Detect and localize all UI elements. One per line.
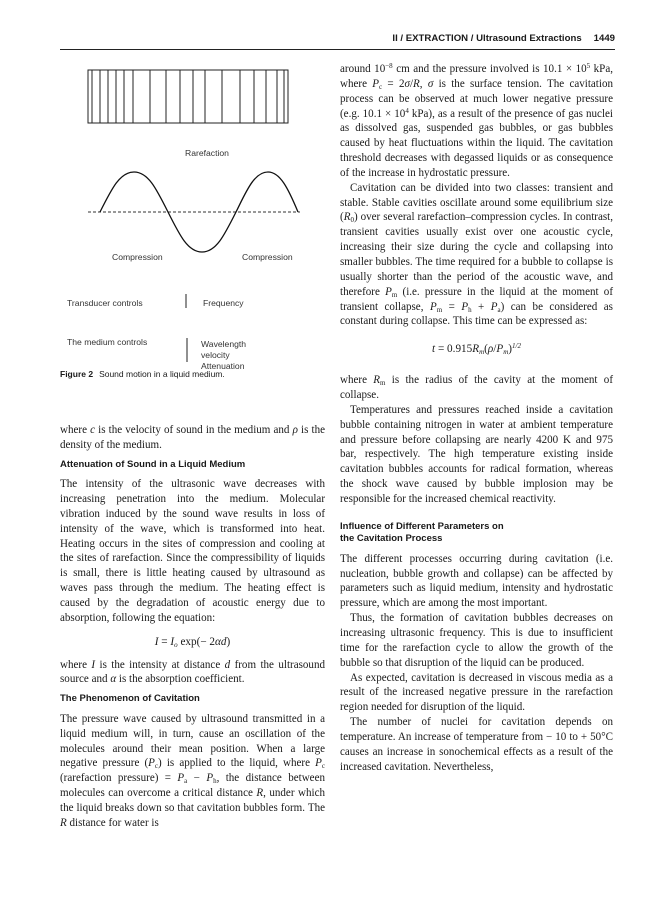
equation-collapse-time: $t = 0.915R_m(\rho/P_m)^{1/2}$ [432,342,521,357]
figure-caption [60,369,225,379]
paragraph-viscosity: As expected, cavitation is decreased in viscous media as a result of the increased negative pressure in the rarefaction region needed for disruption of the liquid. [340,671,613,714]
velocity-label: velocity [201,350,230,360]
paragraph-cavitation-classes: Cavitation can be divided into two classes: transient and stable. Stable cavities oscillate around some equilibrium size $(R_0)$ over several rarefaction–compression cycles. In contrast, transient cavities usually exist over one acoustic cycle, increasing their size during the cycle and collapsing into smaller bubbles. The time required for a bubble to collapse is usually shorter than the period of the acoustic wave, and therefore $P_m$ (i.e. pressure in the liquid at the moment of transient collapse, $P_m = P_h + P_a$) can be considered as constant during collapse. This time can be expressed as: [340,181,613,328]
paragraph-radius-def: where $R_m$ is the radius of the cavity at the moment of collapse. [340,374,613,402]
wavelength-label: Wavelength [201,339,247,349]
paragraph-velocity: where c is the velocity of sound in the medium and ρ is the density of the medium. [60,424,326,451]
paragraph-attenuation: The intensity of the ultrasonic wave decreases with increasing penetration into the medium. Molecular vibration induced by the sound wave results in loss of intensity of the wave, which is transformed into heat. Heating occurs in the sites of compression and cooling at the sites of rarefaction. Since the compressibility of liquids is small, there is little heating caused by ultrasound as waves pass through the medium. The heating effect is caused by the degradation of acoustic energy due to absorption, following the equation: [60,478,325,624]
heading-cavitation: The Phenomenon of Cavitation [60,693,200,705]
rarefaction-label: Rarefaction [185,148,229,158]
compression-right-label: Compression [242,252,293,262]
paragraph-processes: The different processes occurring during cavitation (i.e. nucleation, bubble growth and collapse) can be affected by parameters such as liquid medium, intensity and hydrostatic pressure, which are among the most important. [340,552,613,610]
paragraph-cavitation: The pressure wave caused by ultrasound transmitted in a liquid medium will, in turn, cause an oscillation of the molecules around their mean position. When a large negative pressure $(P_c)$ is applied to the liquid, where $P_c$ (rarefaction pressure) = $P_a - P_h$, the distance between molecules can overcome a critical distance R, under which the liquid breaks down so that cavitation bubbles form. The R distance for water is [60,712,326,829]
transducer-controls-label: Transducer controls [67,298,143,308]
heading-attenuation: Attenuation of Sound in a Liquid Medium [60,458,246,470]
attenuation-label: Attenuation [201,361,245,371]
figure-caption-text: Sound motion in a liquid medium. [99,369,225,379]
paragraph-pressure: around $10^{-8}$ cm and the pressure involved is $10.1 \times 10^5$ kPa, where $P_c = 2\sigma/R$, σ is the surface tension. The cavitation process can be observed at much lower negative pressure (e.g. $10.1 \times 10^4$ kPa), as a result of the presence of gas nuclei as dissolved gas, suspended gas bubbles, or gas bubbles caused by heat fluctuations within the liquid. The cavitation threshold decreases with degassed liquids or as consequence of the increase in hydrostatic pressure. [340,62,614,179]
paragraph-intensity-def: where I is the intensity at distance d from the ultrasound source and α is the absorption coefficient. [60,658,325,686]
left-column [60,423,325,831]
header-rule [60,49,615,50]
equation-intensity: $I = I_o$ exp(− 2αd) [154,635,231,649]
heading-influence: Influence of Different Parameters on the Cavitation Process [340,520,504,545]
compression-left-label: Compression [112,252,163,262]
sound-wave-diagram [60,62,330,362]
running-title: II / EXTRACTION / Ultrasound Extractions [392,33,582,44]
paragraph-temperatures: Temperatures and pressures reached inside a cavitation bubble containing nitrogen in water at ambient temperature and pressure before collapsing are nearly 4200 K and 975 bar, respectively. The high temperature existing inside cavitation bubbles accounts for radical formation, whereas the shock wave caused by bubble implosion may be responsible for the increased chemical reactivity. [340,403,613,505]
figure-2 [60,62,330,382]
running-header [60,33,615,47]
transducer-bars [88,70,288,123]
frequency-label: Frequency [203,298,244,308]
figure-number: Figure 2 [60,369,94,379]
medium-controls-label: The medium controls [67,337,148,347]
transducer-box [88,70,288,123]
right-column [340,62,613,774]
paragraph-frequency: Thus, the formation of cavitation bubbles decreases on increasing ultrasonic frequency. This is due to insufficient time for the rarefaction cycle to allow the growth of the bubble so that disruption of the liquid can be produced. [340,612,613,669]
page-number: 1449 [593,33,615,44]
paragraph-temperature: The number of nuclei for cavitation depends on temperature. An increase of temperature from − 10 to + 50°C causes an increase in sonochemical effects as a result of the increased cavitation. Nevertheless, [340,716,613,773]
